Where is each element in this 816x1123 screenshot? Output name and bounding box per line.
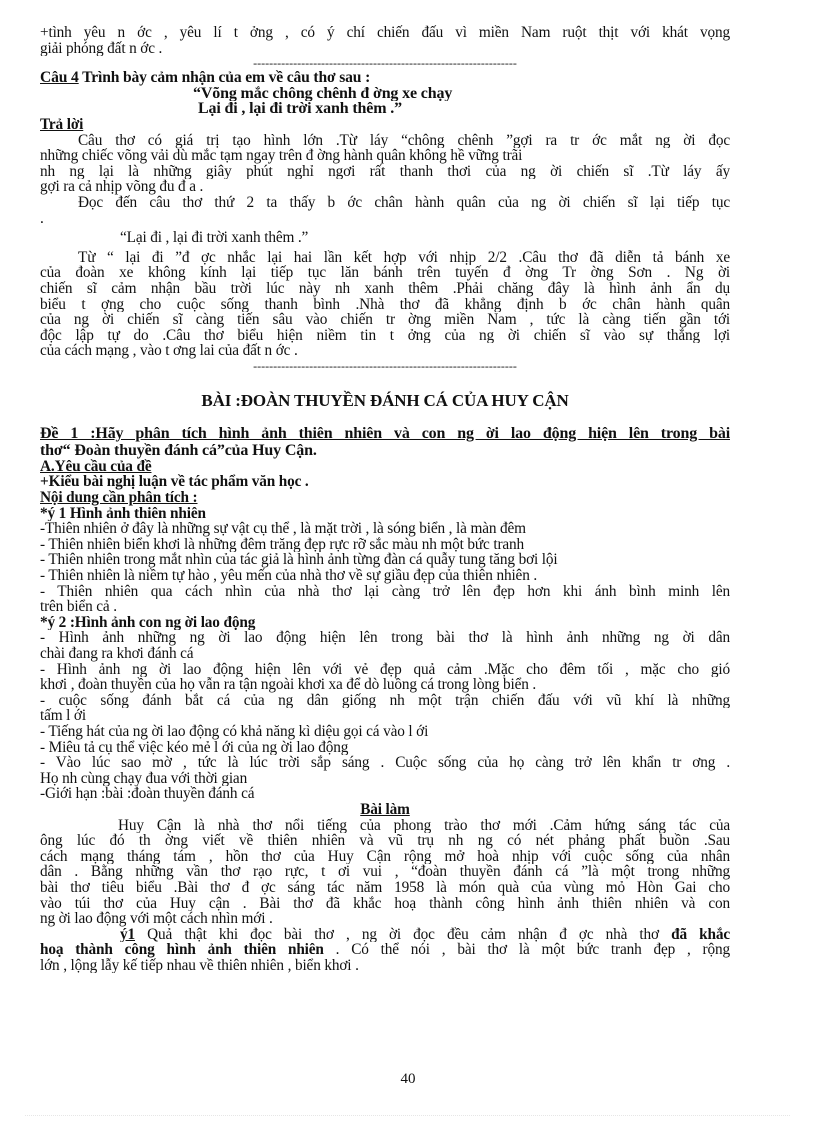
- quote-line: “Lại đi , lại đi trời xanh thêm .”: [120, 230, 309, 246]
- bullet-line: - Thiên nhiên biển khơi là những đêm trăng đẹp rực rỡ sắc màu nh một bức tranh: [40, 536, 525, 553]
- paragraph-line: Câu thơ có giá trị tạo hình lớn .Từ láy “chông chênh ”gợi ra tr ớc mắt ng ời đọc: [78, 132, 730, 149]
- bullet-line: chài đang ra khơi đánh cá: [40, 646, 194, 662]
- bullet-line: -Giới hạn :bài :đoàn thuyền đánh cá: [40, 786, 255, 802]
- subheading: A.Yêu cầu của đề: [40, 458, 152, 475]
- emphasis-text: đã khắc: [671, 926, 730, 943]
- paragraph-line: của cách mạng , vào t ơng lai của đất n ớc .: [40, 343, 298, 359]
- essay-heading: Bài làm: [360, 801, 410, 818]
- paragraph-line: gợi ra cả nhịp võng đu đ a .: [40, 179, 204, 195]
- bullet-line: Họ nh cùng chạy đua với thời gian: [40, 770, 248, 787]
- paragraph-line: ng ời lao động với một cách nhìn mới .: [40, 911, 273, 927]
- bullet-line: - Hình ảnh những ng ời lao động hiện lên trong bài thơ là hình ảnh những ng ời dân: [40, 630, 730, 646]
- question-text: Trình bày cảm nhận của em về câu thơ sau :: [78, 70, 371, 86]
- bullet-line: - Vào lúc sao mờ , tức là lúc trời sắp sáng . Cuộc sống của họ càng trở lên khẩn tr ơng .: [40, 755, 730, 771]
- bullet-line: - Thiên nhiên qua cách nhìn của nhà thơ lại càng trở lên đẹp hơn khi ánh bình minh lên: [40, 583, 730, 600]
- question-4-heading: [40, 70, 730, 86]
- assignment-heading: thơ“ Đoàn thuyền đánh cá”của Huy Cận.: [40, 441, 317, 459]
- point-heading: *ý 1 Hình ảnh thiên nhiên: [40, 505, 206, 522]
- page-number: 40: [400, 1071, 416, 1087]
- paragraph-line: [40, 927, 730, 943]
- subheading: +Kiểu bài nghị luận về tác phẩm văn học .: [40, 474, 309, 491]
- divider: ------------------------------------------------------------------: [253, 56, 517, 71]
- poem-line: “Võng mắc chông chênh đ ờng xe chạy: [193, 85, 453, 102]
- paragraph-line: của đoàn xe không kính lại tiếp tục lăn bánh trên tuyến đ ờng Tr ờng Sơn . Ng ời: [40, 265, 730, 281]
- paragraph-line: nh ng lại là những giây phút nghỉ ngơi rất thanh thơi của ng ời chiến sĩ .Từ láy ấy: [40, 163, 730, 180]
- text-line: giải phóng đất n ớc .: [40, 40, 163, 57]
- bullet-line: - Tiếng hát của ng ời lao động có khả năng kì diệu gọi cá vào l ới: [40, 723, 429, 740]
- paragraph-line: bài thơ tiêu biểu .Bài thơ đ ợc sáng tác năm 1958 là món quà của vùng mỏ Hòn Gai cho: [40, 879, 730, 896]
- paragraph-line: Huy Cận là nhà thơ nổi tiếng của phong trào thơ mới .Cảm hứng sáng tác của: [118, 817, 730, 834]
- paragraph-line: độc lập tự do .Câu thơ biểu hiện niềm tin t ởng của ng ời chiến sĩ vào sự thắng lợi: [40, 327, 730, 344]
- paragraph-line: lớn , lộng lẫy kế tiếp nhau về thiên nhiên , biển khơi .: [40, 957, 359, 974]
- bullet-line: - Thiên nhiên trong mắt nhìn của tác giả là hình ảnh từng đàn cá quẫy tung tăng bơi lội: [40, 552, 558, 569]
- bullet-line: - cuộc sống đánh bắt cá của ng dân giống nh một trận chiến đấu với vũ khí là những: [40, 692, 730, 709]
- paragraph-line: .: [40, 210, 44, 227]
- point-label: ý1: [120, 926, 135, 943]
- subheading: Nội dung cần phân tích :: [40, 490, 198, 506]
- divider: ------------------------------------------------------------------: [253, 358, 517, 373]
- emphasis-text: hoạ thành công hình ảnh thiên nhiên: [40, 942, 324, 958]
- bullet-line: - Miêu tả cụ thể việc kéo mẻ l ới của ng ời lao động: [40, 739, 349, 756]
- paragraph-line: [40, 942, 730, 958]
- paragraph-line: chiến sĩ cảm nhận bầu trời lúc này nh xanh thêm .Phải chăng đây là hình ảnh ẩn dụ: [40, 280, 730, 297]
- bullet-line: -Thiên nhiên ở đây là những sự vật cụ thể , là mặt trời , là sóng biển , là màn đêm: [40, 521, 526, 537]
- paragraph-line: cách mạng tháng tám , hồn thơ của Huy Cận rộng mở hoà nhịp với cuộc sống của nhân: [40, 848, 730, 865]
- paragraph-line: Đọc đến câu thơ thứ 2 ta thấy b ớc chân hành quân của ng ời chiến sĩ lại tiếp tục: [78, 194, 730, 211]
- poem-line: Lại đi , lại đi trời xanh thêm .”: [198, 101, 402, 117]
- section-title: BÀI :ĐOÀN THUYỀN ĐÁNH CÁ CỦA HUY CẬN: [201, 390, 569, 410]
- document-page: [40, 25, 730, 973]
- paragraph-line: của ng ời chiến sĩ càng tiến sâu vào chiến tr ờng miền Nam , tức là càng tiến gần tới: [40, 312, 730, 328]
- text-line: +tình yêu n ớc , yêu lí t ởng , có ý chí chiến đấu vì miền Nam ruột thịt với khát vọng: [40, 25, 730, 41]
- bullet-line: - Thiên nhiên là niềm tự hào , yêu mến của nhà thơ về sự giầu đẹp của thiên nhiên .: [40, 568, 538, 584]
- paragraph-line: ông lúc đó th ờng viết về thiên nhiên và vũ trụ nh ng có nét phảng phất buồn .Sau: [40, 833, 730, 849]
- page-bottom-edge: [25, 1115, 790, 1116]
- point-heading: *ý 2 :Hình ảnh con ng ời lao động: [40, 614, 256, 631]
- answer-heading: Trả lời: [40, 116, 84, 133]
- paragraph-line: Từ “ lại đi ”đ ợc nhắc lại hai lần kết hợp với nhịp 2/2 .Câu thơ đã diễn tả bánh xe: [78, 249, 730, 266]
- bullet-line: - Hình ảnh ng ời lao động hiện lên với vẻ đẹp quả cảm .Mặc cho đêm tối , mặc cho gió: [40, 661, 730, 678]
- paragraph-line: dân . Bằng những vần thơ rạo rực, t ơi vui , “đoàn thuyền đánh cá ”là một trong những: [40, 864, 730, 880]
- bullet-line: trên biển cả .: [40, 599, 117, 615]
- assignment-text: Đề 1 :Hãy phân tích hình ảnh thiên nhiên và con ng ời lao động hiện lên trong bài: [40, 424, 730, 442]
- paragraph-line: những chiếc võng vải dù mắc tạm ngay trên đ ờng hành quân không hề vững trãi: [40, 148, 523, 164]
- bullet-line: khơi , đoàn thuyền của họ vẫn ra tận ngoài khơi xa để dò luồng cá trong lòng biển .: [40, 677, 537, 693]
- paragraph-text: . Có thể nói , bài thơ là một bức tranh đẹp , rộng: [323, 942, 730, 958]
- paragraph-text: Quả thật khi đọc bài thơ , ng ời đọc đều cảm nhận đ ợc nhà thơ: [135, 926, 672, 943]
- paragraph-line: vào túi thơ của Huy cận . Bài thơ đã khắc hoạ thành công hình ảnh thiên nhiên và con: [40, 895, 730, 912]
- paragraph-line: biểu t ợng cho cuộc sống thanh bình .Nhà thơ đã khẳng định b ớc chân hành quân: [40, 296, 730, 313]
- question-label: Câu 4: [40, 70, 79, 86]
- assignment-heading: [40, 425, 730, 442]
- bullet-line: tấm l ới: [40, 708, 86, 724]
